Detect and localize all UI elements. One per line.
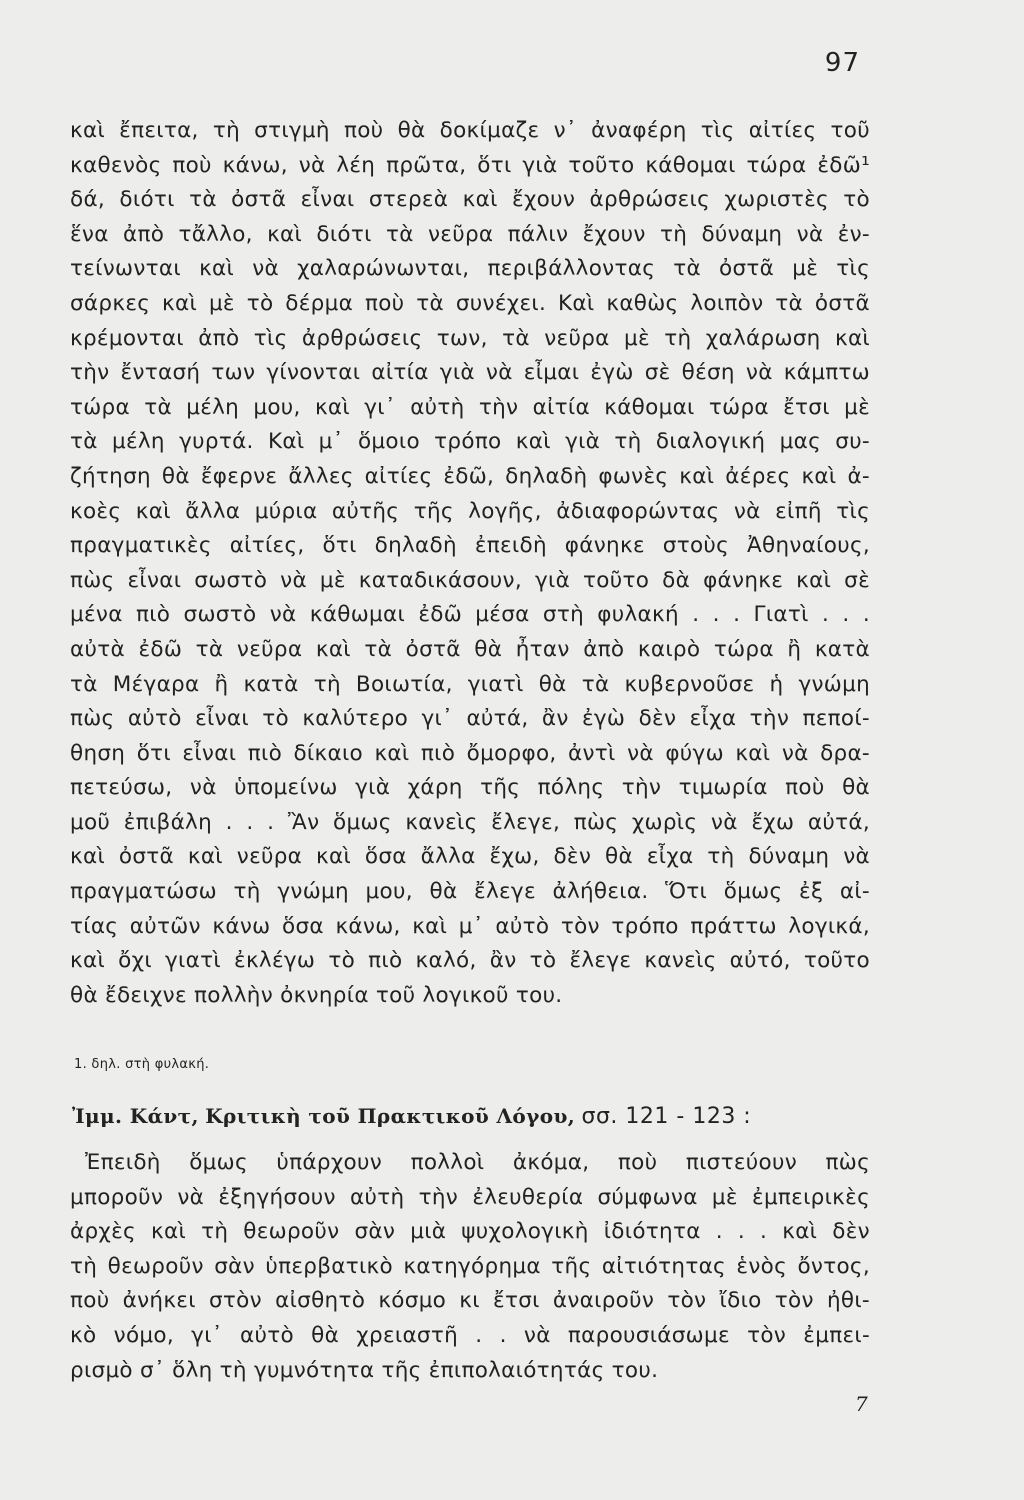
text-line: αὐτὰ ἐδῶ τὰ νεῦρα καὶ τὰ ὀστᾶ θὰ ἦταν ἀπὸ καιρὸ τώρα ἢ κατὰ [70,636,870,662]
text-line: κὸ νόμο, γι᾽ αὐτὸ θὰ χρειαστῆ . . νὰ παρουσιάσωμε τὸν ἐμπει- [70,1322,870,1348]
text-line: τὴ θεωροῦν σὰν ὑπερβατικὸ κατηγόρημα τῆς αἰτιότητας ἑνὸς ὄντος, [70,1253,870,1279]
footnote: 1. δηλ. στὴ φυλακή. [74,1057,210,1072]
second-passage [70,1146,870,1388]
text-line: θὰ ἔδειχνε πολλὴν ὀκνηρία τοῦ λογικοῦ του. [70,982,563,1008]
signature-mark: 7 [855,1392,868,1416]
text-line: μένα πιὸ σωστὸ νὰ κάθωμαι ἐδῶ μέσα στὴ φυλακή . . . Γιατὶ . . . [70,602,870,628]
text-line: πραγματικὲς αἰτίες, ὅτι δηλαδὴ ἐπειδὴ φάνηκε στοὺς Ἀθηναίους, [70,533,870,559]
text-line: σάρκες καὶ μὲ τὸ δέρμα ποὺ τὰ συνέχει. Καὶ καθὼς λοιπὸν τὰ ὀστᾶ [70,290,870,316]
text-line: τὰ μέλη γυρτά. Καὶ μ᾽ ὅμοιο τρόπο καὶ γιὰ τὴ διαλογική μας συ- [70,429,870,455]
text-line: δά, διότι τὰ ὀστᾶ εἶναι στερεὰ καὶ ἔχουν ἀρθρώσεις χωριστὲς τὸ [70,187,870,213]
text-line: ἀρχὲς καὶ τὴ θεωροῦν σὰν μιὰ ψυχολογικὴ ἰδιότητα . . . καὶ δὲν [70,1219,870,1245]
text-line: ρισμὸ σ᾽ ὅλη τὴ γυμνότητα τῆς ἐπιπολαιότητάς του. [70,1357,659,1383]
heading-pages: σσ. 121 - 123 : [581,1104,752,1129]
text-line: καὶ ἔπειτα, τὴ στιγμὴ ποὺ θὰ δοκίμαζε ν᾽ ἀναφέρη τὶς αἰτίες τοῦ [70,118,870,143]
text-line: θηση ὅτι εἶναι πιὸ δίκαιο καὶ πιὸ ὄμορφο, ἀντὶ νὰ φύγω καὶ νὰ δρα- [70,740,870,766]
heading-title: Κριτικὴ τοῦ Πρακτικοῦ Λόγου, [205,1104,576,1128]
text-line: καὶ ὄχι γιατὶ ἐκλέγω τὸ πιὸ καλό, ἂν τὸ ἔλεγε κανεὶς αὐτό, τοῦτο [70,948,870,974]
text-line: τὴν ἔντασή των γίνονται αἰτία γιὰ νὰ εἶμαι ἐγὼ σὲ θέση νὰ κάμπτω [70,360,870,386]
page-number: 97 [824,48,860,78]
text-line: πραγματώσω τὴ γνώμη μου, θὰ ἔλεγε ἀλήθεια. Ὅτι ὅμως ἐξ αἰ- [70,879,870,905]
text-line: τίας αὐτῶν κάνω ὅσα κάνω, καὶ μ᾽ αὐτὸ τὸν τρόπο πράττω λογικά, [70,913,870,939]
text-line: τείνωνται καὶ νὰ χαλαρώνωνται, περιβάλλοντας τὰ ὀστᾶ μὲ τὶς [70,256,870,282]
text-line: ποὺ ἀνήκει στὸν αἰσθητὸ κόσμο κι ἔτσι ἀναιροῦν τὸν ἴδιο τὸν ἠθι- [70,1288,870,1314]
text-line: καθενὸς ποὺ κάνω, νὰ λέη πρῶτα, ὅτι γιὰ τοῦτο κάθομαι τώρα ἐδῶ¹ [70,152,870,178]
heading-author: Ἰμμ. Κάντ, [72,1104,199,1128]
text-line: καὶ ὀστᾶ καὶ νεῦρα καὶ ὅσα ἄλλα ἔχω, δὲν θὰ εἶχα τὴ δύναμη νὰ [70,844,870,870]
text-line: κρέμονται ἀπὸ τὶς ἀρθρώσεις των, τὰ νεῦρα μὲ τὴ χαλάρωση καὶ [70,325,870,351]
text-line: τὰ Μέγαρα ἢ κατὰ τὴ Βοιωτία, γιατὶ θὰ τὰ κυβερνοῦσε ἡ γνώμη [70,671,870,697]
text-line: πὼς εἶναι σωστὸ νὰ μὲ καταδικάσουν, γιὰ τοῦτο δὰ φάνηκε καὶ σὲ [70,567,870,593]
text-line: μποροῦν νὰ ἐξηγήσουν αὐτὴ τὴν ἐλευθερία σύμφωνα μὲ ἐμπειρικὲς [70,1184,870,1210]
text-line: μοῦ ἐπιβάλη . . . Ἂν ὅμως κανεὶς ἔλεγε, πὼς χωρὶς νὰ ἔχω αὐτά, [70,809,870,835]
text-line: Ἐπειδὴ ὅμως ὑπάρχουν πολλοὶ ἀκόμα, ποὺ πιστεύουν πὼς [85,1150,870,1175]
text-line: ζήτηση θὰ ἔφερνε ἄλλες αἰτίες ἐδῶ, δηλαδὴ φωνὲς καὶ ἀέρες καὶ ἀ- [70,463,870,489]
text-line: τώρα τὰ μέλη μου, καὶ γι᾽ αὐτὴ τὴν αἰτία κάθομαι τώρα ἔτσι μὲ [70,394,870,420]
text-line: κοὲς καὶ ἄλλα μύρια αὐτῆς τῆς λογῆς, ἀδιαφορώντας νὰ εἰπῆ τὶς [70,498,870,524]
section-heading [72,1104,751,1129]
main-passage [70,114,870,1013]
text-line: πὼς αὐτὸ εἶναι τὸ καλύτερο γι᾽ αὐτά, ἂν ἐγὼ δὲν εἶχα τὴν πεποί- [70,706,870,732]
text-line: πετεύσω, νὰ ὑπομείνω γιὰ χάρη τῆς πόλης τὴν τιμωρία ποὺ θὰ [70,775,870,801]
text-line: ἕνα ἀπὸ τἄλλο, καὶ διότι τὰ νεῦρα πάλιν ἔχουν τὴ δύναμη νὰ ἐν- [70,221,870,247]
